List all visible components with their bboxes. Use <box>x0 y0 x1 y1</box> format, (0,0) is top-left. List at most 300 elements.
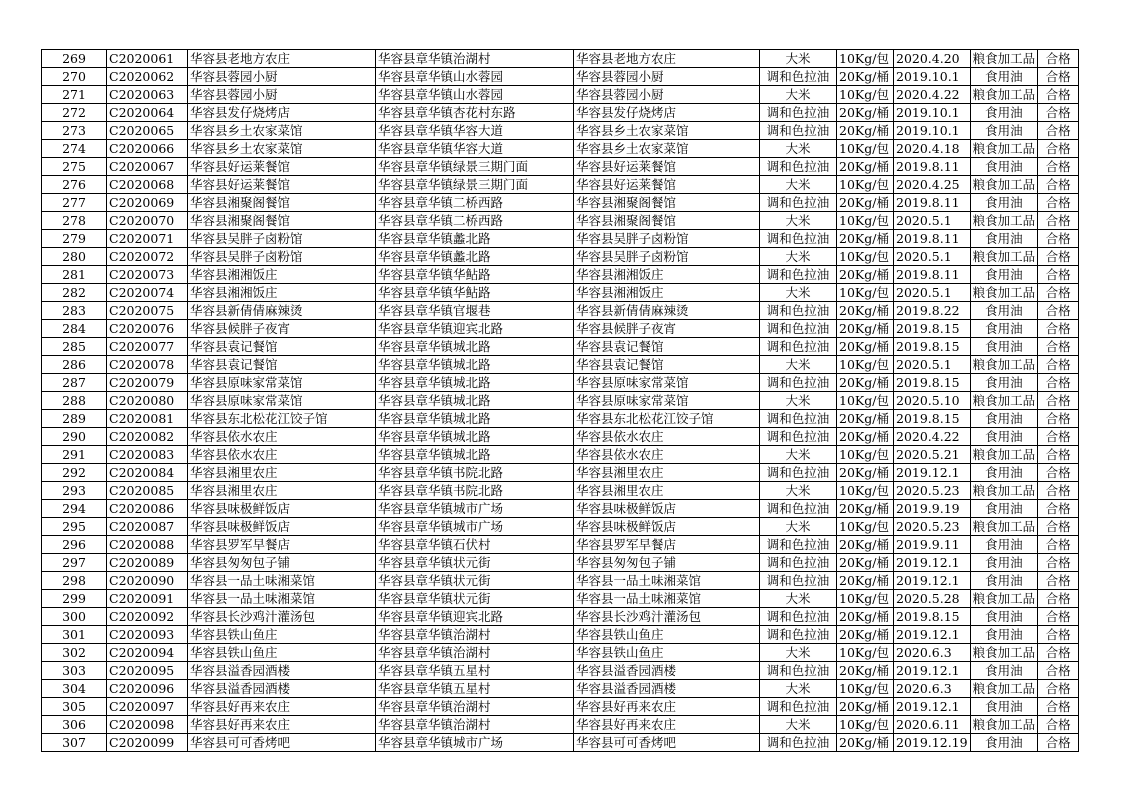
food-category-cell: 食用油 <box>970 266 1038 284</box>
food-category-cell: 食用油 <box>970 734 1038 752</box>
sample-code-cell: C2020062 <box>107 68 188 86</box>
row-number-cell: 305 <box>42 698 107 716</box>
table-row <box>42 320 1079 338</box>
food-category-cell: 食用油 <box>970 104 1038 122</box>
production-date-cell: 2020.4.22 <box>894 86 971 104</box>
producer-name-cell: 华容县长沙鸡汁灌汤包 <box>574 608 760 626</box>
table-row <box>42 734 1079 752</box>
food-category-cell: 粮食加工品 <box>970 50 1038 68</box>
result-cell: 合格 <box>1038 464 1079 482</box>
row-number-cell: 274 <box>42 140 107 158</box>
production-date-cell: 2019.8.15 <box>894 608 971 626</box>
table-row <box>42 410 1079 428</box>
producer-name-cell: 华容县乡土农家菜馆 <box>574 122 760 140</box>
business-name-cell: 华容县一品土味湘菜馆 <box>188 590 376 608</box>
food-name-cell: 调和色拉油 <box>760 338 837 356</box>
result-cell: 合格 <box>1038 698 1079 716</box>
sample-code-cell: C2020061 <box>107 50 188 68</box>
table-row <box>42 122 1079 140</box>
producer-name-cell: 华容县湘湘饭庄 <box>574 266 760 284</box>
specification-cell: 10Kg/包 <box>837 284 894 302</box>
production-date-cell: 2020.5.28 <box>894 590 971 608</box>
business-address-cell: 华容县章华镇蠡北路 <box>376 248 574 266</box>
food-name-cell: 大米 <box>760 518 837 536</box>
business-name-cell: 华容县蓉园小厨 <box>188 86 376 104</box>
business-name-cell: 华容县依水农庄 <box>188 428 376 446</box>
producer-name-cell: 华容县蓉园小厨 <box>574 86 760 104</box>
result-cell: 合格 <box>1038 86 1079 104</box>
sample-code-cell: C2020066 <box>107 140 188 158</box>
producer-name-cell: 华容县湘聚阁餐馆 <box>574 194 760 212</box>
row-number-cell: 284 <box>42 320 107 338</box>
row-number-cell: 275 <box>42 158 107 176</box>
food-name-cell: 大米 <box>760 50 837 68</box>
producer-name-cell: 华容县原味家常菜馆 <box>574 392 760 410</box>
table-row <box>42 608 1079 626</box>
production-date-cell: 2020.5.21 <box>894 446 971 464</box>
result-cell: 合格 <box>1038 104 1079 122</box>
food-category-cell: 食用油 <box>970 374 1038 392</box>
business-name-cell: 华容县铁山鱼庄 <box>188 644 376 662</box>
producer-name-cell: 华容县依水农庄 <box>574 428 760 446</box>
row-number-cell: 283 <box>42 302 107 320</box>
producer-name-cell: 华容县湘里农庄 <box>574 482 760 500</box>
food-category-cell: 食用油 <box>970 194 1038 212</box>
sample-code-cell: C2020096 <box>107 680 188 698</box>
specification-cell: 20Kg/桶 <box>837 608 894 626</box>
table-row <box>42 266 1079 284</box>
production-date-cell: 2020.5.23 <box>894 482 971 500</box>
business-name-cell: 华容县乡土农家菜馆 <box>188 122 376 140</box>
result-cell: 合格 <box>1038 518 1079 536</box>
food-category-cell: 食用油 <box>970 536 1038 554</box>
food-name-cell: 调和色拉油 <box>760 122 837 140</box>
specification-cell: 10Kg/包 <box>837 644 894 662</box>
producer-name-cell: 华容县一品土味湘菜馆 <box>574 590 760 608</box>
food-category-cell: 食用油 <box>970 554 1038 572</box>
business-name-cell: 华容县湘里农庄 <box>188 464 376 482</box>
table-row <box>42 536 1079 554</box>
food-category-cell: 粮食加工品 <box>970 518 1038 536</box>
result-cell: 合格 <box>1038 428 1079 446</box>
business-address-cell: 华容县章华镇状元街 <box>376 554 574 572</box>
food-category-cell: 食用油 <box>970 500 1038 518</box>
food-category-cell: 粮食加工品 <box>970 590 1038 608</box>
result-cell: 合格 <box>1038 500 1079 518</box>
business-address-cell: 华容县章华镇石伏村 <box>376 536 574 554</box>
business-address-cell: 华容县章华镇治湖村 <box>376 716 574 734</box>
business-name-cell: 华容县东北松花江饺子馆 <box>188 410 376 428</box>
result-cell: 合格 <box>1038 626 1079 644</box>
table-row <box>42 518 1079 536</box>
specification-cell: 20Kg/桶 <box>837 302 894 320</box>
producer-name-cell: 华容县铁山鱼庄 <box>574 626 760 644</box>
food-name-cell: 调和色拉油 <box>760 698 837 716</box>
result-cell: 合格 <box>1038 50 1079 68</box>
food-category-cell: 粮食加工品 <box>970 482 1038 500</box>
production-date-cell: 2019.8.11 <box>894 230 971 248</box>
row-number-cell: 307 <box>42 734 107 752</box>
food-category-cell: 食用油 <box>970 158 1038 176</box>
sample-code-cell: C2020070 <box>107 212 188 230</box>
production-date-cell: 2019.10.1 <box>894 68 971 86</box>
sample-code-cell: C2020081 <box>107 410 188 428</box>
food-category-cell: 食用油 <box>970 698 1038 716</box>
producer-name-cell: 华容县原味家常菜馆 <box>574 374 760 392</box>
food-category-cell: 粮食加工品 <box>970 644 1038 662</box>
food-name-cell: 调和色拉油 <box>760 464 837 482</box>
production-date-cell: 2019.10.1 <box>894 104 971 122</box>
food-name-cell: 调和色拉油 <box>760 302 837 320</box>
specification-cell: 20Kg/桶 <box>837 554 894 572</box>
food-category-cell: 食用油 <box>970 572 1038 590</box>
table-row <box>42 248 1079 266</box>
food-category-cell: 食用油 <box>970 68 1038 86</box>
sample-code-cell: C2020076 <box>107 320 188 338</box>
food-name-cell: 大米 <box>760 644 837 662</box>
business-address-cell: 华容县章华镇城北路 <box>376 428 574 446</box>
result-cell: 合格 <box>1038 158 1079 176</box>
sample-code-cell: C2020079 <box>107 374 188 392</box>
table-row <box>42 590 1079 608</box>
result-cell: 合格 <box>1038 680 1079 698</box>
food-category-cell: 粮食加工品 <box>970 392 1038 410</box>
result-cell: 合格 <box>1038 302 1079 320</box>
producer-name-cell: 华容县溢香园酒楼 <box>574 662 760 680</box>
sample-code-cell: C2020078 <box>107 356 188 374</box>
table-row <box>42 50 1079 68</box>
producer-name-cell: 华容县吴胖子卤粉馆 <box>574 248 760 266</box>
sample-code-cell: C2020097 <box>107 698 188 716</box>
result-cell: 合格 <box>1038 320 1079 338</box>
food-category-cell: 食用油 <box>970 626 1038 644</box>
food-name-cell: 调和色拉油 <box>760 194 837 212</box>
producer-name-cell: 华容县蓉园小厨 <box>574 68 760 86</box>
specification-cell: 20Kg/桶 <box>837 698 894 716</box>
business-name-cell: 华容县依水农庄 <box>188 446 376 464</box>
row-number-cell: 303 <box>42 662 107 680</box>
food-category-cell: 粮食加工品 <box>970 446 1038 464</box>
row-number-cell: 296 <box>42 536 107 554</box>
table-row <box>42 572 1079 590</box>
result-cell: 合格 <box>1038 176 1079 194</box>
specification-cell: 10Kg/包 <box>837 212 894 230</box>
specification-cell: 10Kg/包 <box>837 446 894 464</box>
producer-name-cell: 华容县吴胖子卤粉馆 <box>574 230 760 248</box>
food-name-cell: 调和色拉油 <box>760 734 837 752</box>
row-number-cell: 295 <box>42 518 107 536</box>
specification-cell: 10Kg/包 <box>837 176 894 194</box>
business-name-cell: 华容县吴胖子卤粉馆 <box>188 248 376 266</box>
food-category-cell: 粮食加工品 <box>970 140 1038 158</box>
specification-cell: 20Kg/桶 <box>837 662 894 680</box>
production-date-cell: 2019.8.11 <box>894 194 971 212</box>
food-name-cell: 大米 <box>760 140 837 158</box>
row-number-cell: 298 <box>42 572 107 590</box>
food-name-cell: 调和色拉油 <box>760 554 837 572</box>
business-address-cell: 华容县章华镇城北路 <box>376 410 574 428</box>
result-cell: 合格 <box>1038 554 1079 572</box>
table-row <box>42 554 1079 572</box>
food-name-cell: 调和色拉油 <box>760 410 837 428</box>
food-name-cell: 调和色拉油 <box>760 68 837 86</box>
table-row <box>42 662 1079 680</box>
producer-name-cell: 华容县湘湘饭庄 <box>574 284 760 302</box>
business-name-cell: 华容县好再来农庄 <box>188 716 376 734</box>
table-row <box>42 428 1079 446</box>
producer-name-cell: 华容县好运莱餐馆 <box>574 158 760 176</box>
food-name-cell: 调和色拉油 <box>760 662 837 680</box>
business-address-cell: 华容县章华镇城北路 <box>376 446 574 464</box>
specification-cell: 10Kg/包 <box>837 248 894 266</box>
table-row <box>42 230 1079 248</box>
sample-code-cell: C2020071 <box>107 230 188 248</box>
producer-name-cell: 华容县发仔烧烤店 <box>574 104 760 122</box>
production-date-cell: 2020.4.22 <box>894 428 971 446</box>
row-number-cell: 301 <box>42 626 107 644</box>
row-number-cell: 306 <box>42 716 107 734</box>
food-category-cell: 食用油 <box>970 410 1038 428</box>
business-address-cell: 华容县章华镇城市广场 <box>376 500 574 518</box>
production-date-cell: 2020.5.1 <box>894 212 971 230</box>
specification-cell: 20Kg/桶 <box>837 194 894 212</box>
business-address-cell: 华容县章华镇治湖村 <box>376 626 574 644</box>
sample-code-cell: C2020090 <box>107 572 188 590</box>
business-address-cell: 华容县章华镇华鲇路 <box>376 284 574 302</box>
food-name-cell: 调和色拉油 <box>760 572 837 590</box>
business-name-cell: 华容县可可香烤吧 <box>188 734 376 752</box>
production-date-cell: 2019.12.1 <box>894 662 971 680</box>
food-name-cell: 调和色拉油 <box>760 608 837 626</box>
production-date-cell: 2019.12.1 <box>894 572 971 590</box>
row-number-cell: 288 <box>42 392 107 410</box>
food-category-cell: 食用油 <box>970 122 1038 140</box>
specification-cell: 10Kg/包 <box>837 590 894 608</box>
table-row <box>42 446 1079 464</box>
specification-cell: 10Kg/包 <box>837 50 894 68</box>
table-row <box>42 374 1079 392</box>
result-cell: 合格 <box>1038 284 1079 302</box>
food-name-cell: 调和色拉油 <box>760 266 837 284</box>
producer-name-cell: 华容县味极鲜饭店 <box>574 500 760 518</box>
specification-cell: 20Kg/桶 <box>837 338 894 356</box>
sample-code-cell: C2020077 <box>107 338 188 356</box>
business-name-cell: 华容县吴胖子卤粉馆 <box>188 230 376 248</box>
producer-name-cell: 华容县可可香烤吧 <box>574 734 760 752</box>
business-address-cell: 华容县章华镇二桥西路 <box>376 212 574 230</box>
row-number-cell: 282 <box>42 284 107 302</box>
business-address-cell: 华容县章华镇城北路 <box>376 374 574 392</box>
production-date-cell: 2020.4.20 <box>894 50 971 68</box>
table-row <box>42 284 1079 302</box>
result-cell: 合格 <box>1038 68 1079 86</box>
sample-code-cell: C2020095 <box>107 662 188 680</box>
specification-cell: 20Kg/桶 <box>837 536 894 554</box>
inspection-table <box>41 49 1079 752</box>
food-name-cell: 大米 <box>760 176 837 194</box>
specification-cell: 10Kg/包 <box>837 680 894 698</box>
result-cell: 合格 <box>1038 536 1079 554</box>
production-date-cell: 2019.12.1 <box>894 626 971 644</box>
production-date-cell: 2020.6.11 <box>894 716 971 734</box>
business-address-cell: 华容县章华镇杏花村东路 <box>376 104 574 122</box>
food-category-cell: 粮食加工品 <box>970 284 1038 302</box>
row-number-cell: 272 <box>42 104 107 122</box>
result-cell: 合格 <box>1038 392 1079 410</box>
production-date-cell: 2020.5.10 <box>894 392 971 410</box>
specification-cell: 10Kg/包 <box>837 392 894 410</box>
food-category-cell: 粮食加工品 <box>970 716 1038 734</box>
food-name-cell: 调和色拉油 <box>760 230 837 248</box>
production-date-cell: 2019.8.15 <box>894 338 971 356</box>
sample-code-cell: C2020085 <box>107 482 188 500</box>
table-row <box>42 392 1079 410</box>
food-name-cell: 大米 <box>760 446 837 464</box>
business-address-cell: 华容县章华镇山水蓉园 <box>376 86 574 104</box>
food-name-cell: 调和色拉油 <box>760 320 837 338</box>
business-address-cell: 华容县章华镇治湖村 <box>376 698 574 716</box>
business-address-cell: 华容县章华镇治湖村 <box>376 50 574 68</box>
sample-code-cell: C2020069 <box>107 194 188 212</box>
table-row <box>42 464 1079 482</box>
business-name-cell: 华容县湘聚阁餐馆 <box>188 194 376 212</box>
table-row <box>42 716 1079 734</box>
producer-name-cell: 华容县匆匆包子铺 <box>574 554 760 572</box>
business-address-cell: 华容县章华镇城市广场 <box>376 518 574 536</box>
food-name-cell: 调和色拉油 <box>760 374 837 392</box>
result-cell: 合格 <box>1038 410 1079 428</box>
business-name-cell: 华容县一品土味湘菜馆 <box>188 572 376 590</box>
result-cell: 合格 <box>1038 356 1079 374</box>
table-row <box>42 698 1079 716</box>
specification-cell: 20Kg/桶 <box>837 500 894 518</box>
food-category-cell: 食用油 <box>970 338 1038 356</box>
specification-cell: 10Kg/包 <box>837 356 894 374</box>
business-name-cell: 华容县湘湘饭庄 <box>188 266 376 284</box>
business-name-cell: 华容县溢香园酒楼 <box>188 662 376 680</box>
production-date-cell: 2019.8.15 <box>894 320 971 338</box>
producer-name-cell: 华容县一品土味湘菜馆 <box>574 572 760 590</box>
specification-cell: 10Kg/包 <box>837 518 894 536</box>
business-name-cell: 华容县味极鲜饭店 <box>188 500 376 518</box>
sample-code-cell: C2020068 <box>107 176 188 194</box>
sample-code-cell: C2020074 <box>107 284 188 302</box>
sample-code-cell: C2020082 <box>107 428 188 446</box>
business-address-cell: 华容县章华镇五星村 <box>376 680 574 698</box>
result-cell: 合格 <box>1038 608 1079 626</box>
row-number-cell: 290 <box>42 428 107 446</box>
result-cell: 合格 <box>1038 140 1079 158</box>
food-name-cell: 调和色拉油 <box>760 500 837 518</box>
sample-code-cell: C2020099 <box>107 734 188 752</box>
sample-code-cell: C2020092 <box>107 608 188 626</box>
specification-cell: 20Kg/桶 <box>837 626 894 644</box>
sample-code-cell: C2020073 <box>107 266 188 284</box>
row-number-cell: 279 <box>42 230 107 248</box>
business-address-cell: 华容县章华镇城北路 <box>376 338 574 356</box>
production-date-cell: 2020.4.18 <box>894 140 971 158</box>
row-number-cell: 287 <box>42 374 107 392</box>
business-name-cell: 华容县乡土农家菜馆 <box>188 140 376 158</box>
food-name-cell: 大米 <box>760 248 837 266</box>
business-name-cell: 华容县溢香园酒楼 <box>188 680 376 698</box>
row-number-cell: 293 <box>42 482 107 500</box>
result-cell: 合格 <box>1038 230 1079 248</box>
food-category-cell: 食用油 <box>970 464 1038 482</box>
production-date-cell: 2020.4.25 <box>894 176 971 194</box>
business-name-cell: 华容县罗军早餐店 <box>188 536 376 554</box>
sample-code-cell: C2020067 <box>107 158 188 176</box>
business-address-cell: 华容县章华镇绿景三期门面 <box>376 176 574 194</box>
sample-code-cell: C2020065 <box>107 122 188 140</box>
sample-code-cell: C2020094 <box>107 644 188 662</box>
food-name-cell: 大米 <box>760 284 837 302</box>
row-number-cell: 300 <box>42 608 107 626</box>
business-name-cell: 华容县好再来农庄 <box>188 698 376 716</box>
result-cell: 合格 <box>1038 734 1079 752</box>
sample-code-cell: C2020098 <box>107 716 188 734</box>
production-date-cell: 2019.8.11 <box>894 158 971 176</box>
food-category-cell: 食用油 <box>970 428 1038 446</box>
business-name-cell: 华容县发仔烧烤店 <box>188 104 376 122</box>
business-name-cell: 华容县铁山鱼庄 <box>188 626 376 644</box>
producer-name-cell: 华容县味极鲜饭店 <box>574 518 760 536</box>
business-address-cell: 华容县章华镇城北路 <box>376 356 574 374</box>
producer-name-cell: 华容县新倩倩麻辣烫 <box>574 302 760 320</box>
specification-cell: 20Kg/桶 <box>837 464 894 482</box>
result-cell: 合格 <box>1038 338 1079 356</box>
business-address-cell: 华容县章华镇状元街 <box>376 572 574 590</box>
table-row <box>42 158 1079 176</box>
specification-cell: 20Kg/桶 <box>837 572 894 590</box>
food-name-cell: 调和色拉油 <box>760 536 837 554</box>
business-address-cell: 华容县章华镇二桥西路 <box>376 194 574 212</box>
business-address-cell: 华容县章华镇华容大道 <box>376 122 574 140</box>
food-category-cell: 粮食加工品 <box>970 356 1038 374</box>
specification-cell: 20Kg/桶 <box>837 410 894 428</box>
specification-cell: 10Kg/包 <box>837 86 894 104</box>
business-address-cell: 华容县章华镇书院北路 <box>376 482 574 500</box>
table-row <box>42 626 1079 644</box>
sample-code-cell: C2020087 <box>107 518 188 536</box>
row-number-cell: 299 <box>42 590 107 608</box>
specification-cell: 10Kg/包 <box>837 140 894 158</box>
specification-cell: 20Kg/桶 <box>837 374 894 392</box>
food-name-cell: 大米 <box>760 716 837 734</box>
table-row <box>42 212 1079 230</box>
production-date-cell: 2020.5.1 <box>894 356 971 374</box>
row-number-cell: 276 <box>42 176 107 194</box>
specification-cell: 20Kg/桶 <box>837 230 894 248</box>
specification-cell: 10Kg/包 <box>837 482 894 500</box>
row-number-cell: 292 <box>42 464 107 482</box>
specification-cell: 10Kg/包 <box>837 716 894 734</box>
producer-name-cell: 华容县罗军早餐店 <box>574 536 760 554</box>
producer-name-cell: 华容县铁山鱼庄 <box>574 644 760 662</box>
specification-cell: 20Kg/桶 <box>837 104 894 122</box>
producer-name-cell: 华容县袁记餐馆 <box>574 356 760 374</box>
food-category-cell: 食用油 <box>970 608 1038 626</box>
producer-name-cell: 华容县湘聚阁餐馆 <box>574 212 760 230</box>
table-row <box>42 176 1079 194</box>
food-name-cell: 调和色拉油 <box>760 158 837 176</box>
sample-code-cell: C2020084 <box>107 464 188 482</box>
producer-name-cell: 华容县东北松花江饺子馆 <box>574 410 760 428</box>
food-category-cell: 食用油 <box>970 302 1038 320</box>
sample-code-cell: C2020064 <box>107 104 188 122</box>
sample-code-cell: C2020075 <box>107 302 188 320</box>
business-name-cell: 华容县好运莱餐馆 <box>188 176 376 194</box>
